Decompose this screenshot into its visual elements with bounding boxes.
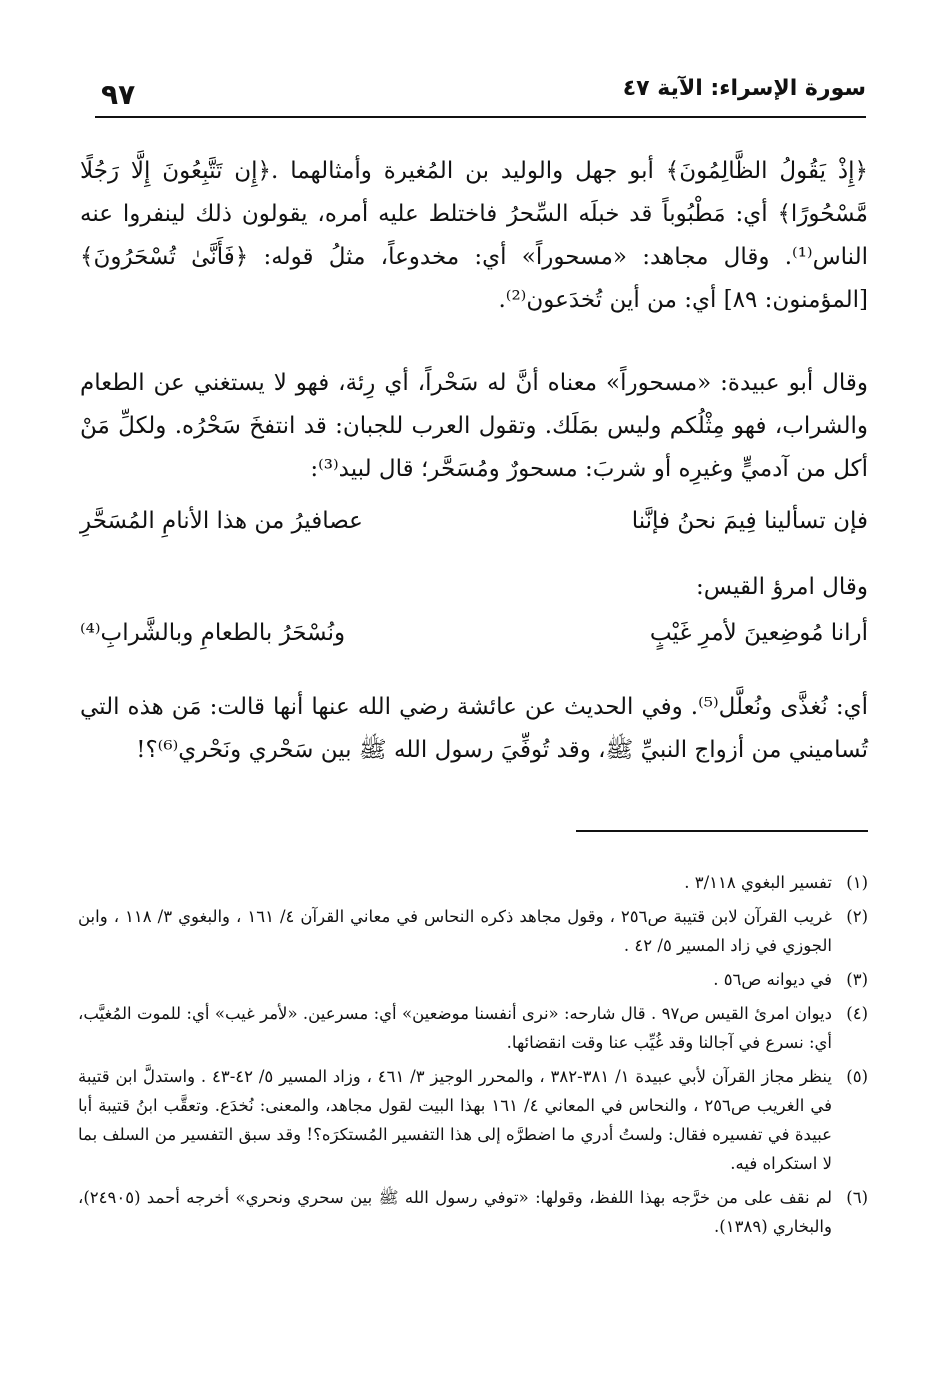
footnote-text: لم نقف على من خرَّجه بهذا اللفظ، وقولها: «توفي رسول الله ﷺ بين سحري ونحري» أخرجه أحمد (٢٤٩٠٥)، والبخاري (١٣٨٩).: [78, 1188, 832, 1236]
footnote-text: ينظر مجاز القرآن لأبي عبيدة ١/ ٣٨١-٣٨٢ ، والمحرر الوجيز ٣/ ٤٦١ ، وزاد المسير ٥/ ٤٢-٤٣ . واستدلَّ ابن قتيبة في الغريب ص٢٥٦ ، والنحاس في المعاني ٤/ ١٦١ بهذا البيت لقول مجاهد، والمعنى: نُخدَع. وتعقَّب ابنُ قتيبة أبا عبيدة في تفسيره فقال: ولستُ أدري ما اضطرَّه إلى هذا التفسير المُستكرَه؟! وقد سبق التفسير من السلف بما لا استكراه فيه.: [78, 1067, 832, 1173]
footnote: [78, 902, 868, 960]
verse-intro: وقال امرؤ القيس:: [696, 574, 868, 600]
verse-imru-al-qays: [80, 620, 868, 670]
footnote-number: (٤): [846, 1004, 868, 1023]
page-number: ٩٧: [101, 78, 136, 111]
footnote-number: (٣): [846, 970, 868, 989]
paragraph-2: وقال أبو عبيدة: «مسحوراً» معناه أنَّ له سَحْراً، أي رِئة، فهو لا يستغني عن الطعام والشراب، فهو مِثْلُكم وليس بمَلَك. وتقول العرب للجبان: قد انتفخَ سَحْرُه. ولكلِّ مَنْ أكل من آدميٍّ وغيرِه أو شربَ: مسحورٌ ومُسَحَّر؛ قال لبيد⁽³⁾:: [80, 370, 868, 482]
footnote: [78, 1062, 868, 1178]
verse-second-hemistich: عصافيرُ من هذا الأنامِ المُسَحَّرِ: [80, 508, 363, 534]
verse-first-hemistich: أرانا مُوضِعينَ لأمرِ غَيْبٍ: [649, 620, 868, 646]
footnotes: [78, 868, 868, 1246]
footnote: [78, 965, 868, 994]
footnote-number: (١): [846, 873, 868, 892]
running-title: سورة الإسراء: الآية ٤٧: [622, 76, 866, 101]
verse-second-hemistich: ونُسْحَرُ بالطعامِ وبالشَّرابِ⁽⁴⁾: [80, 620, 346, 646]
footnote-text: في ديوانه ص٥٦ .: [713, 970, 832, 989]
paragraph-3: أي: نُغذَّى ونُعلَّل⁽⁵⁾. وفي الحديث عن عائشة رضي الله عنها أنها قالت: مَن هذه التي تُساميني من أزواج النبيِّ ﷺ، وقد تُوفِّيَ رسول الله ﷺ بين سَحْري ونَحْري⁽⁶⁾؟!: [80, 694, 868, 763]
footnote-number: (٦): [846, 1188, 868, 1207]
footnote-text: غريب القرآن لابن قتيبة ص٢٥٦ ، وقول مجاهد ذكره النحاس في معاني القرآن ٤/ ١٦١ ، والبغوي ٣/ ١١٨ ، وابن الجوزي في زاد المسير ٥/ ٤٢ .: [78, 907, 832, 955]
footnote-number: (٢): [846, 907, 868, 926]
paragraph-1: ﴿إِذْ يَقُولُ الظَّالِمُونَ﴾ أبو جهل والوليد بن المُغيرة وأمثالهما .﴿إِن تَتَّبِعُونَ إِلَّا رَجُلًا مَّسْحُورًا﴾ أي: مَطْبُوباً قد خبلَه السِّحرُ فاختلط عليه أمره، يقولون ذلك لينفروا عنه الناس⁽¹⁾. وقال مجاهد: «مسحوراً» أي: مخدوعاً، مثلُ قوله: ﴿فَأَنَّىٰ تُسْحَرُونَ﴾ [المؤمنون: ٨٩] أي: من أين تُخدَعون⁽²⁾.: [80, 158, 868, 313]
footnote-text: ديوان امرئ القيس ص٩٧ . قال شارحه: «نرى أنفسنا موضعين» أي: مسرعين. «لأمر غيب» أي: للموت المُغيَّب، أي: نسرع في آجالنا وقد غُيِّب عنا وقت انقضائها.: [78, 1004, 833, 1052]
page-header: [95, 68, 866, 118]
footnote: [78, 868, 868, 897]
verse-labid: [80, 508, 868, 558]
footnote: [78, 999, 868, 1057]
footnote-separator: [576, 830, 868, 832]
footnote-number: (٥): [846, 1067, 868, 1086]
footnote: [78, 1183, 868, 1241]
verse-first-hemistich: فإن تسألينا فِيمَ نحنُ فإنَّنا: [631, 508, 868, 534]
footnote-text: تفسير البغوي ٣/١١٨ .: [684, 873, 832, 892]
